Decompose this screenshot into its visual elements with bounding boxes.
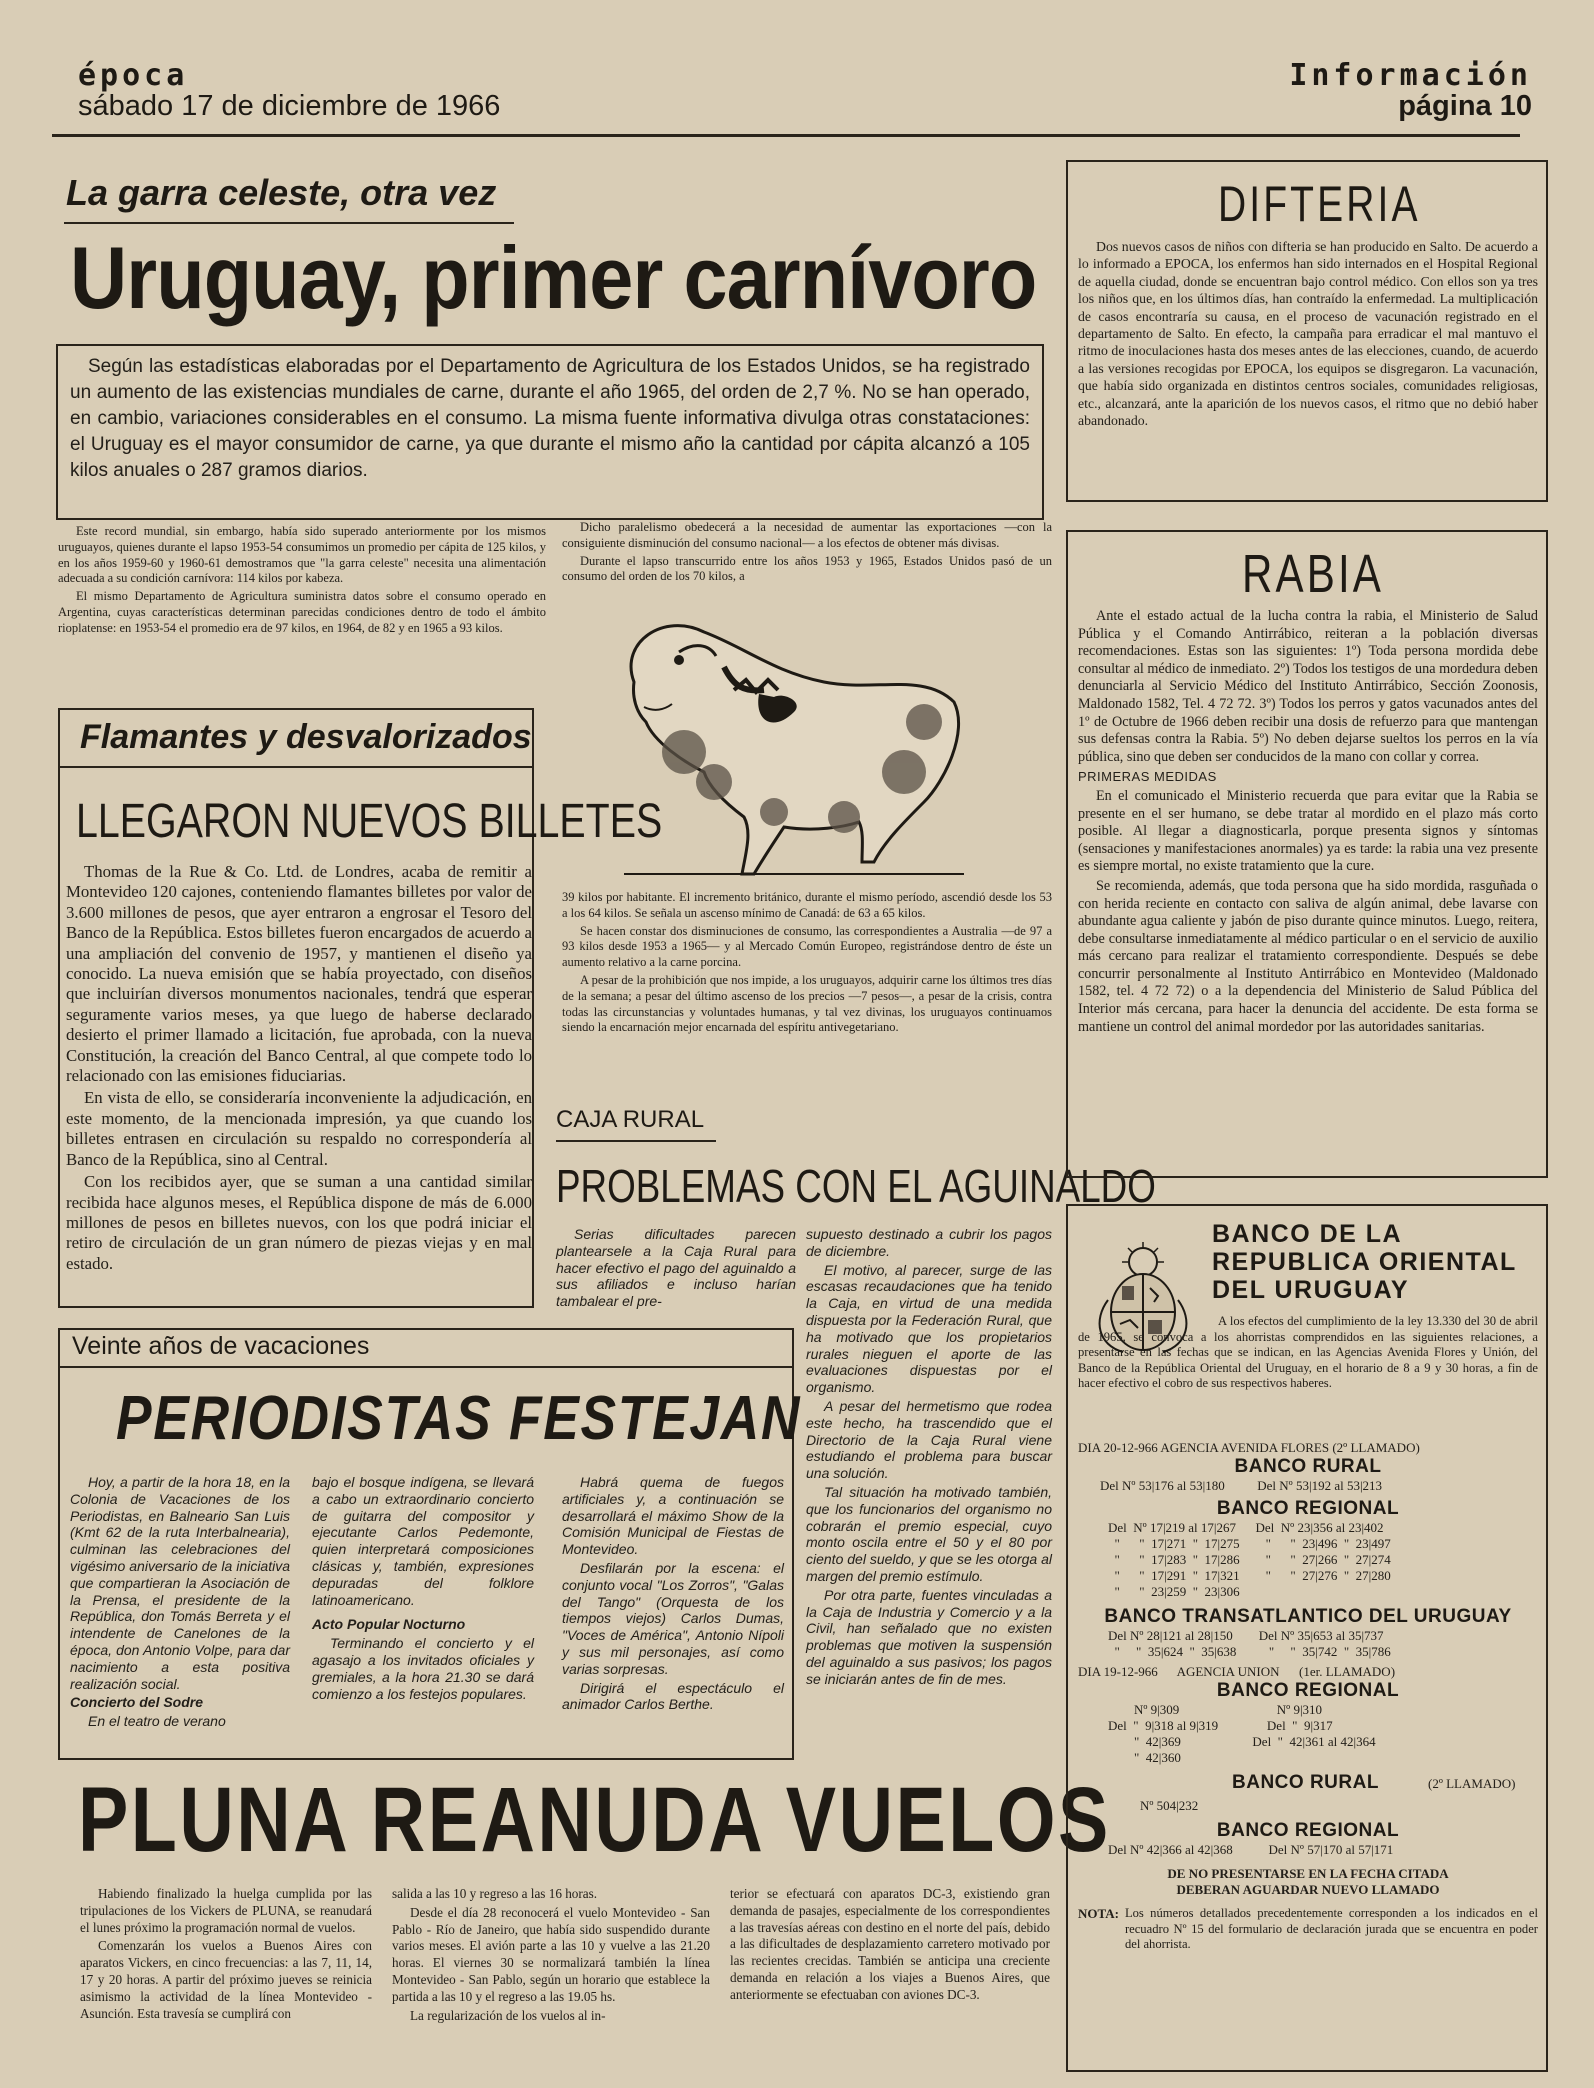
- caja-col2: [806, 1226, 1052, 1690]
- banco-title: [1212, 1220, 1517, 1304]
- periodistas-headline: PERIODISTAS FESTEJAN: [116, 1384, 802, 1453]
- banco-regional2: BANCO REGIONAL: [1216, 1680, 1400, 1701]
- masthead-date: sábado 17 de diciembre de 1966: [78, 90, 501, 122]
- uruguay-kicker: La garra celeste, otra vez: [66, 172, 497, 213]
- caja-c2-p4: Tal situación ha motivado también, que los funcionarios del organismo no cobrarán el premio especial, cuyo monto oscila entre el 50 y el 80 por ciento del sueldo, y que se les otorga al margen del premio estímulo.: [806, 1483, 1052, 1584]
- banco-regional2-row: Nº 9|309 Nº 9|310: [1108, 1702, 1323, 1717]
- banco-regional1-row: " " 17|283 " 17|286 " " 27|266 " 27|274: [1108, 1552, 1391, 1567]
- banco-nota-text: Los números detallados precedentemente corresponden a los indicados en el recuadro Nº 15 del formulario de declaración jurada que se encuentra en poder del ahorrista.: [1124, 1906, 1538, 1952]
- caja-c2-p1: supuesto destinado a cubrir los pagos de diciembre.: [806, 1226, 1052, 1259]
- uruguay-lead-box: [56, 344, 1044, 520]
- periodistas-c3: Habrá quema de fuegos artificiales y, a continuación se desarrollará el máximo Show de la Comisión Municipal de Fiestas de Montevideo.: [562, 1474, 784, 1558]
- banco-trans-row: Del Nº 28|121 al 28|150 Del Nº 35|653 al 35|737: [1108, 1628, 1384, 1643]
- periodistas-c3-p2: Desfilarán por la escena: el conjunto vocal "Los Zorros", "Galas del Tango" (Orquesta de los tiempos viejos) Carlos Dumas, "Voces de América", Antonio Nípoli y sus mil personajes, así como varias sorpresas.: [562, 1559, 784, 1677]
- banco-rural2-row: Nº 504|232: [1140, 1798, 1199, 1813]
- billetes-p2: En vista de ello, se consideraría inconveniente la adjudicación, en este momento, de la mencionada impresión, ya que cuando los billetes entrasen en circulación su respaldo no correspondería al Banco de la República, sino al Central.: [66, 1088, 532, 1169]
- banco-intro: A los efectos del cumplimiento de la ley 13.330 del 30 de abril de 1965, se convoca a los ahorristas comprendidos en las siguientes relaciones, a presentarse en las fechas que se indican, en las Agencias Avenida Flores y Unión, del Banco de la República Oriental del Uruguay, en el horario de 8 a 9 y 30 horas, a fin de hacer efectivo el cobro de sus respectivos haberes.: [1078, 1314, 1538, 1391]
- billetes-body: [66, 862, 532, 1276]
- periodistas-c1-sub: Concierto del Sodre: [70, 1694, 204, 1711]
- banco-regional3: BANCO REGIONAL: [1216, 1820, 1400, 1841]
- masthead-left: [78, 58, 501, 122]
- banco-title-l3: DEL URUGUAY: [1212, 1276, 1410, 1304]
- caja-kicker: CAJA RURAL: [556, 1106, 705, 1133]
- periodistas-c3-p3: Dirigirá el espectáculo el animador Carlos Berthe.: [562, 1679, 784, 1713]
- banco-trans-row: " " 35|624 " 35|638 " " 35|742 " 35|786: [1108, 1644, 1391, 1659]
- difteria-body-wrap: [1078, 238, 1538, 431]
- rabia-sub: PRIMERAS MEDIDAS: [1078, 769, 1217, 785]
- rabia-headline: RABIA: [1242, 544, 1385, 604]
- bull-drawing: [624, 612, 964, 884]
- banco-rural2: BANCO RURAL: [1232, 1772, 1379, 1793]
- banco-regional1-row: Del Nº 17|219 al 17|267 Del Nº 23|356 al 23|402: [1108, 1520, 1384, 1535]
- banco-regional1-row: " " 17|271 " 17|275 " " 23|496 " 23|497: [1108, 1536, 1391, 1551]
- billetes-headline: LLEGARON NUEVOS BILLETES: [76, 795, 663, 848]
- banco-regional2-row: " 42|369 Del " 42|361 al 42|364: [1108, 1734, 1376, 1749]
- rabia-p2: En el comunicado el Ministerio recuerda que para evitar que la Rabia se presente en el ser humano, se debe tratar al mordido en el plazo más corto posible. Al llegar a diagnosticarla, porque presenta signos y síntomas (sensaciones y manifestaciones anormales) ya es tarde: la rabia una vez presente es siempre mortal, no existe tratamiento que la cure.: [1078, 787, 1538, 875]
- pluna-c2-p2: Desde el día 28 reconocerá el vuelo Montevideo - San Pablo - Río de Janeiro, que había sido suspendido durante varios meses. El avión parte a las 10 y vuelve a las 21.20 horas. El viernes 30 se normalizará también la línea Montevideo - San Pablo, según un horario que establece la partida a las 10 y el regreso a las 19.05 hs.: [392, 1904, 710, 2004]
- caja-c1-p1: Serias dificultades parecen plantearsele a la Caja Rural para hacer efectivo el pago del aguinaldo a sus afiliados e incluso harían tambalear el pre-: [556, 1226, 796, 1310]
- pluna-c2-p3: La regularización de los vuelos al in-: [410, 2007, 606, 2023]
- uruguay-col2-bottom: [562, 890, 1052, 1038]
- billetes-p3: Con los recibidos ayer, que se suman a una cantidad similar recibida hace algunos meses, el República dispone de más de 6.000 millones de pesos en billetes nuevos, con los que podrá iniciar el retiro de circulación de un gran número de piezas viejas y en mal estado.: [66, 1172, 532, 1273]
- billetes-kicker-rule: [60, 766, 532, 768]
- rabia-p1: Ante el estado actual de la lucha contra la rabia, el Ministerio de Salud Pública y el Comando Antirrábico, reiteran a la población diversas recomendaciones. Estas son las siguientes: 1º) Toda persona mordida debe consultar al médico de inmediato. 2º) Todos los testigos de una mordedura deben denunciarla al Servicio Médico del Instituto Antirrábico, Sección Zoonosis, Maldonado 1582, Tel. 4 72 72. 3º) Todos los perros y gatos vacunados antes del 1º de Octubre de 1966 deben recibir una dosis de refuerzo para que mantengan sus defensas contra la Rabia. 5º) No deben dejarse sueltos los perros en la vía pública, sino que deben ser conducidos de la mano con collar y correa.: [1078, 608, 1538, 765]
- masthead-right: [1289, 58, 1532, 122]
- pluna-col1: [80, 1886, 372, 2024]
- uruguay-col2-p3: 39 kilos por habitante. El incremento británico, durante el mismo período, ascendió desde los 53 a los 64 kilos. Se señala un ascenso mínimo de Canadá: de 63 a 65 kilos.: [562, 890, 1052, 920]
- masthead-rule: [52, 134, 1520, 137]
- kicker-rule: [64, 222, 514, 224]
- banco-rural2-note: (2º LLAMADO): [1428, 1776, 1516, 1791]
- banco-regional2-row: Del " 9|318 al 9|319 Del " 9|317: [1108, 1718, 1333, 1733]
- masthead-brand: época: [78, 58, 189, 93]
- uruguay-col2-p2: Durante el lapso transcurrido entre los años 1953 y 1965, Estados Unidos pasó de un consumo del orden de los 70 kilos, a: [562, 553, 1052, 584]
- uruguay-headline: Uruguay, primer carnívoro: [70, 228, 1037, 327]
- pluna-col2: [392, 1886, 710, 2026]
- page-number: página 10: [1398, 90, 1532, 122]
- uruguay-col2-p1: Dicho paralelismo obedecerá a la necesidad de aumentar las exportaciones —con la consiguiente disminución del consumo nacional— a los efectos de obtener más divisas.: [562, 520, 1052, 550]
- periodistas-c2: bajo el bosque indígena, se llevará a cabo un extraordinario concierto de guitarra del compositor y ejecutante Carlos Pedemonte, quien interpretará composiciones clásicas y, también, expresiones depuradas del folklore latinoamericano.: [312, 1474, 534, 1608]
- periodistas-c1: Hoy, a partir de la hora 18, en la Colonia de Vacaciones de los Periodistas, en Balneario San Luis (Kmt 62 de la ruta Interbalnearia), culminan las celebraciones del vigésimo aniversario de la iniciativa que compartieran la Asociación de la Prensa, el presidente de la República, don Tomás Berreta y el intendente de Canelones de la época, don Antonio Volpe, para dar nacimiento a esta positiva realización social.: [70, 1474, 290, 1692]
- pluna-c1: Habiendo finalizado la huelga cumplida por las tripulaciones de los Vickers de PLUNA, se reanudará el lunes próximo la programación normal de vuelos.: [80, 1886, 372, 1935]
- caja-kicker-rule: [556, 1140, 716, 1142]
- periodistas-col3: [562, 1474, 784, 1715]
- pluna-headline: PLUNA REANUDA VUELOS: [78, 1769, 1111, 1871]
- billetes-kicker: Flamantes y desvalorizados: [80, 718, 532, 756]
- banco-nota-label: NOTA:: [1078, 1906, 1119, 1921]
- banco-transatlantico: BANCO TRANSATLANTICO DEL URUGUAY: [1104, 1606, 1512, 1627]
- banco-title-l2: REPUBLICA ORIENTAL: [1212, 1248, 1517, 1276]
- uruguay-col1: [58, 524, 546, 639]
- bull-illustration: [624, 612, 964, 884]
- banco-warning-1: DE NO PRESENTARSE EN LA FECHA CITADA: [1167, 1866, 1449, 1881]
- periodistas-c2-sub: Acto Popular Nocturno: [312, 1616, 466, 1633]
- banco-regional1: BANCO REGIONAL: [1216, 1498, 1400, 1519]
- periodistas-c2-tail: Terminando el concierto y el agasajo a los invitados oficiales y gremiales, a la hora 21.30 se dará comienzo a los festejos populares.: [312, 1635, 534, 1702]
- pluna-c1-p2: Comenzarán los vuelos a Buenos Aires con aparatos Vickers, en cinco frecuencias: a las 7, 11, 14, 17 y 20 horas. A partir del próximo jueves se reinicia asimismo la actividad de la línea Montevideo - Asunción. Esta travesía se cumplirá con: [80, 1938, 372, 2021]
- uruguay-col1-p2: El mismo Departamento de Agricultura suministra datos sobre el consumo operado en Argentina, cuyas características determinan parecidas condiciones dentro de todo el ámbito rioplatense: en 1953-54 el promedio era de 97 kilos, en 1964, de 82 y en 1965 a 93 kilos.: [58, 589, 546, 635]
- banco-rural2-line: [1078, 1772, 1538, 1798]
- banco-listing: [1078, 1440, 1538, 1953]
- rabia-p3: Se recomienda, además, que toda persona que ha sido mordida, rasguñada o con herida reciente en contacto con saliva de algún animal, debe lavarse con abundante agua caliente y jabón de piso durante quince minutos. Luego, reitera, debe consultarse inmediatamente al médico particular o en el servicio de auxilio más cercano para realizar el tratamiento correspondiente. Después se debe concurrir personalmente al Instituto Antirrábico en Montevideo (Maldonado 1582, tel. 4 72 72) o a la dependencia del Ministerio de Salud Pública del Interior más cercana, para hacer la denuncia del accidente. De esta forma se mantiene un control del animal mordedor por las autoridades sanitarias.: [1078, 877, 1538, 1035]
- pluna-col3: [730, 1886, 1050, 2006]
- caja-c2-p2: El motivo, al parecer, surge de las escasas recaudaciones que ha tenido la Caja, en virtud de una medida dispuesta por la Federación Rural, que ha motivado que los propietarios rurales nieguen el aporte de las evaluaciones dispuestas por el organismo.: [806, 1261, 1052, 1396]
- uruguay-col2-p5: A pesar de la prohibición que nos impide, a los uruguayos, adquirir carne los últimos tres días de la semana; a pesar del último ascenso de los precios —7 pesos—, a pesar de la crisis, contra todas las circunstancias y voluntades humanas, y tal vez divinas, los uruguayos continuamos siendo la encarnación mejor encarnada del espíritu antivegetariano.: [562, 972, 1052, 1035]
- banco-regional1-row: " " 17|291 " 17|321 " " 27|276 " 27|280: [1108, 1568, 1391, 1583]
- banco-rural1-row: Del Nº 53|176 al 53|180 Del Nº 53|192 al 53|213: [1100, 1478, 1383, 1493]
- periodistas-kicker: Veinte años de vacaciones: [72, 1332, 370, 1360]
- caja-c2-p3: A pesar del hermetismo que rodea este hecho, ha trascendido que el Directorio de la Caja Rural viene estudiando el problema para buscar una solución.: [806, 1397, 1052, 1482]
- banco-regional3-row: Del Nº 42|366 al 42|368 Del Nº 57|170 al 57|171: [1108, 1842, 1394, 1857]
- periodistas-col1: [70, 1474, 290, 1732]
- difteria-body: Dos nuevos casos de niños con difteria se han producido en Salto. De acuerdo a lo informado a EPOCA, los enfermos han sido internados en el Hospital Regional de aquella ciudad, donde se encuentran bajo control médico. Con ellos son ya tres los niños que, en los últimos días, han contraído la enfermedad. La multiplicación de casos encontraría su causa, en el proceso de vacunación registrado en el departamento de Salto. En efecto, la campaña para erradicar el mal mantuvo el ritmo de inoculaciones hasta dos meses antes de las elecciones, cuando, de acuerdo a las versiones recogidas por EPOCA, los equipos se disgregaron. La vacunación, que había sido organizada en distintos centros sociales, comunidades religiosas, etc., alcanzará, ante la aparición de los nuevos casos, el ritmo que no debió haber abandonado.: [1078, 239, 1538, 429]
- uruguay-lead: Según las estadísticas elaboradas por el Departamento de Agricultura de los Estados Unidos, se ha registrado un aumento de las existencias mundiales de carne, durante el año 1965, del orden de 2,7 %. No se han operado, en cambio, variaciones considerables en el consumo. La misma fuente informativa divulga otras constataciones: el Uruguay es el mayor consumidor de carne, ya que durante el mismo año la cantidad por cápita alcanzó a 105 kilos anuales o 287 gramos diarios.: [70, 356, 1030, 481]
- banco-title-l1: BANCO DE LA: [1212, 1220, 1403, 1248]
- rabia-body: [1078, 608, 1538, 1038]
- banco-day1: DIA 20-12-966 AGENCIA AVENIDA FLORES (2º LLAMADO): [1078, 1440, 1420, 1455]
- banco-regional2-row: " 42|360: [1108, 1750, 1181, 1765]
- billetes-p1: Thomas de la Rue & Co. Ltd. de Londres, acaba de remitir a Montevideo 120 cajones, conteniendo flamantes billetes por valor de 3.600 millones de pesos, que ayer entraron a engrosar el Tesoro del Banco de la República. Estos billetes fueron encargados de acuerdo a una ampliación del convenio de 1957, y mantienen el diseño ya conocido. La nueva emisión que se había proyectado, con diseños que incluirían diversos monumentos nacionales, tendrá que esperar seguramente varios meses, ya que luego de haberse declarado desierto el primer llamado a licitación, fue aprobada, con la nueva Constitución, la creación del Banco Central, al que compete todo lo relacionado con las emisiones fiduciarias.: [66, 862, 532, 1086]
- caja-headline: PROBLEMAS CON EL AGUINALDO: [556, 1160, 1156, 1212]
- banco-rural1: BANCO RURAL: [1234, 1456, 1382, 1477]
- banco-nota: [1078, 1906, 1538, 1953]
- uruguay-col1-p1: Este record mundial, sin embargo, había sido superado anteriormente por los mismos uruguayos, quienes durante el lapso 1953-54 consumimos un promedio per cápita de 125 kilos, y en los años 1959-60 y 1960-61 demostramos que "la garra celeste" necesita una alimentación adecuada a su condición carnívora: 114 kilos por kabeza.: [58, 524, 546, 586]
- uruguay-col2-p4: Se hacen constar dos disminuciones de consumo, las correspondientes a Australia —de 97 a 93 kilos desde 1953 a 1965— y al Mercado Común Europeo, registrándose dentro de éste un aumento relativo a la carne porcina.: [562, 923, 1052, 970]
- caja-c2-p5: Por otra parte, fuentes vinculadas a la Caja de Industria y Comercio y a la Civil, han señalado que no existen problemas que motiven la suspensión del aguinaldo a sus pasivos; los pagos se iniciarán antes de fin de mes.: [806, 1586, 1052, 1687]
- periodistas-kicker-rule: [60, 1366, 792, 1368]
- banco-regional1-row: " " 23|259 " 23|306: [1108, 1584, 1240, 1599]
- pluna-c3: terior se efectuará con aparatos DC-3, existiendo gran demanda de pasajes, especialmente de los correspondientes a las travesías aéreas con destino en el norte del país, debido a las dificultades de desplazamiento carretero motivado por las recientes crecidas. También se anticipa una creciente demanda en relación a los viajes a Buenos Aires, que anteriormente se efectuaban con aviones DC-3.: [730, 1886, 1050, 2002]
- caja-col1: [556, 1226, 796, 1312]
- periodistas-col2: [312, 1474, 534, 1704]
- banco-day2: DIA 19-12-966 AGENCIA UNION (1er. LLAMADO): [1078, 1664, 1396, 1679]
- banco-warning-2: DEBERAN AGUARDAR NUEVO LLAMADO: [1176, 1882, 1440, 1897]
- pluna-c2: salida a las 10 y regreso a las 16 horas.: [392, 1886, 598, 1901]
- masthead-section: Información: [1289, 58, 1532, 93]
- uruguay-col2-top: [562, 520, 1052, 587]
- periodistas-c1-tail: En el teatro de verano: [88, 1713, 226, 1730]
- difteria-headline: DIFTERIA: [1218, 176, 1421, 232]
